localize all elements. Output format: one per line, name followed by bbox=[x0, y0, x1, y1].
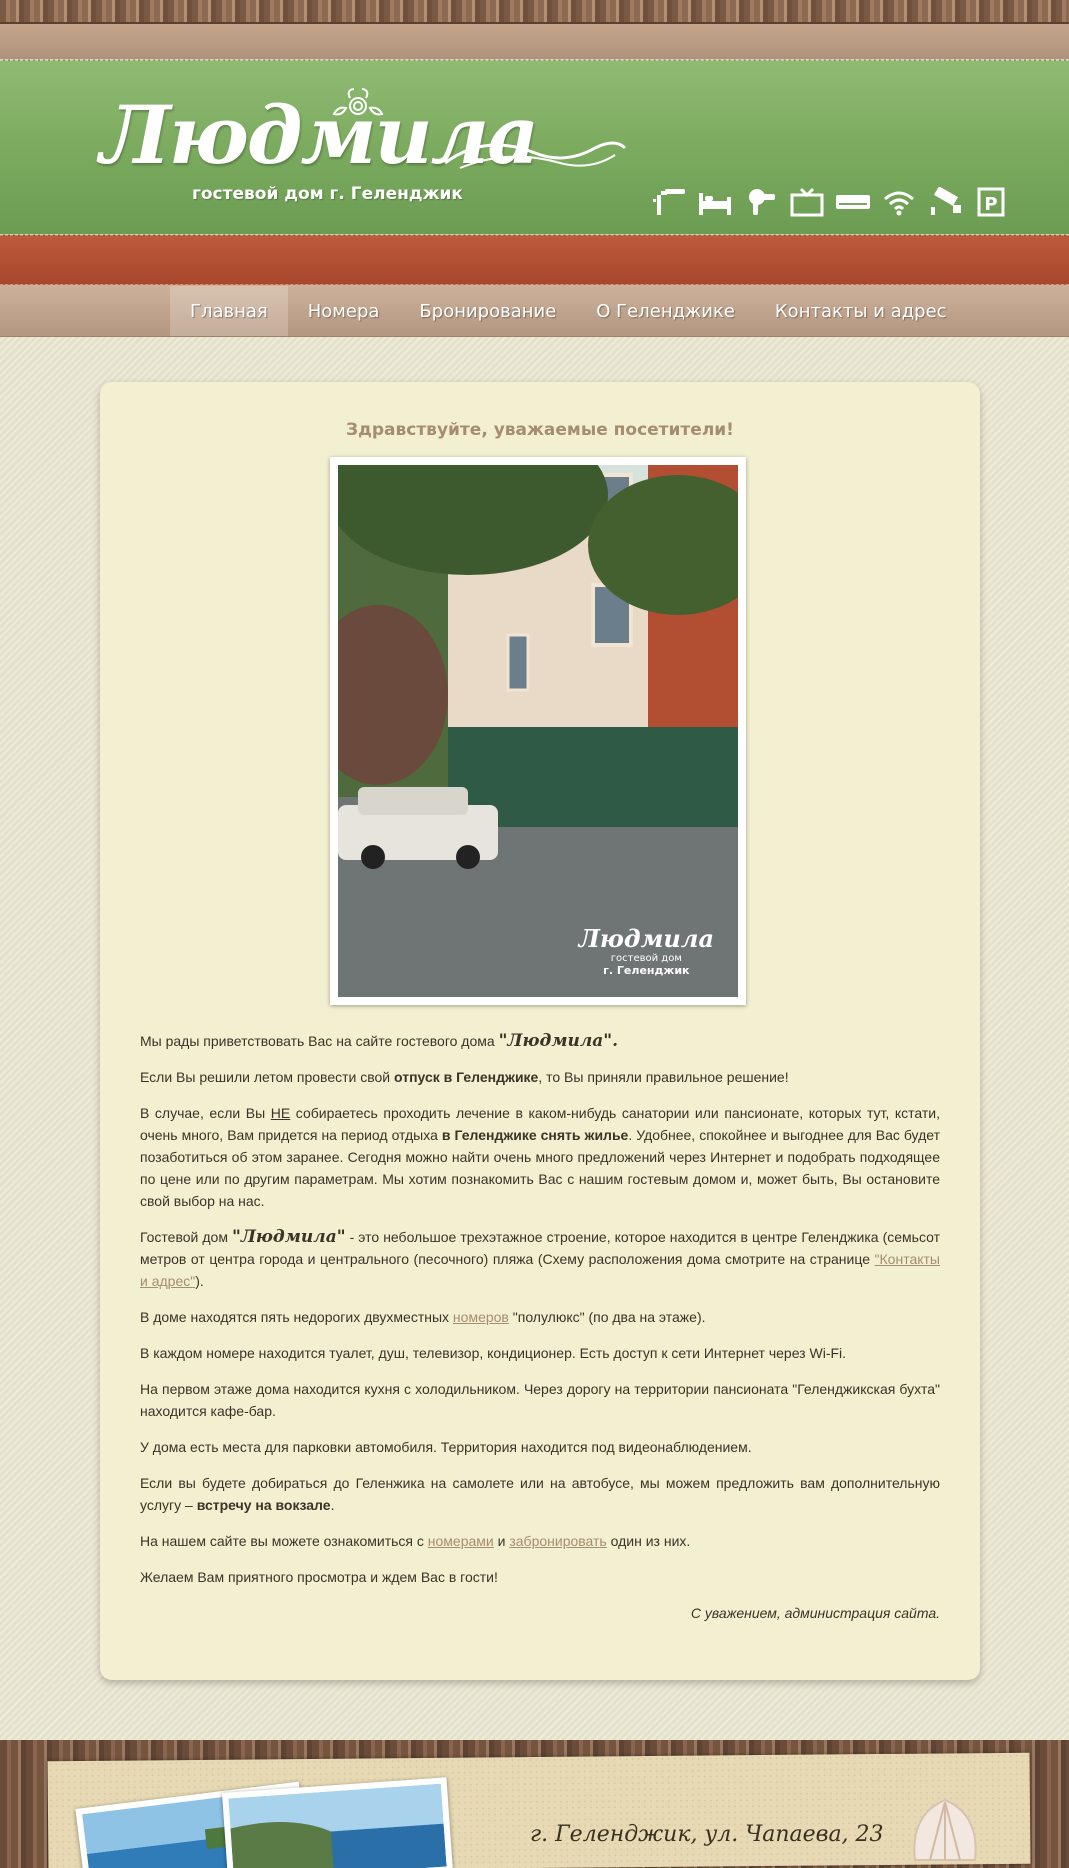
paragraph: На нашем сайте вы можете ознакомиться с номерами и забронировать один из них. bbox=[140, 1533, 691, 1549]
nav-item-home[interactable]: Главная bbox=[170, 286, 288, 336]
nav-item-rooms[interactable]: Номера bbox=[307, 300, 380, 322]
nav-item-booking[interactable]: Бронирование bbox=[419, 300, 557, 322]
booking-link[interactable]: забронировать bbox=[509, 1533, 607, 1549]
main-nav bbox=[170, 286, 967, 336]
paragraph: В случае, если Вы НЕ собираетесь проходить лечение в каком-нибудь санатории или пансионате, которых тут, кстати, очень много, Вам придется на период отдыха в Геленджике снять жилье. Удобнее, спокойнее и выгоднее для Вас будет позаботиться об этом заранее. Сегодня можно найти очень много предложений через Интернет и подобрать подходящее по цене или по другим параметрам. Мы хотим познакомить Вас с нашим гостевым домом и, может быть, Вы остановите свой выбор на нас. bbox=[140, 1105, 941, 1209]
logo-title: Людмила bbox=[100, 88, 538, 182]
shower-icon bbox=[650, 186, 688, 218]
nav-item-about-gelendzhik[interactable]: О Геленджике bbox=[596, 300, 735, 322]
paragraph: Если Вы решили летом провести свой отпуск в Геленджике, то Вы приняли правильное решение! bbox=[140, 1069, 789, 1085]
footer-address: г. Геленджик, ул. Чапаева, 23 bbox=[530, 1822, 884, 1847]
wifi-icon bbox=[880, 186, 918, 218]
top-band bbox=[0, 24, 1069, 60]
camera-icon bbox=[926, 186, 964, 218]
air-conditioner-icon bbox=[834, 186, 872, 218]
contacts-link[interactable]: "Контакты и адрес" bbox=[140, 1251, 940, 1289]
red-band bbox=[0, 235, 1069, 285]
hairdryer-icon bbox=[742, 186, 780, 218]
paragraph: У дома есть места для парковки автомобиля. Территория находится под видеонаблюдением. bbox=[140, 1439, 752, 1455]
nav-item-contacts[interactable]: Контакты и адрес bbox=[774, 300, 947, 322]
logo-swirl-icon bbox=[440, 138, 630, 178]
rooms-link[interactable]: номеров bbox=[452, 1309, 509, 1325]
footer-photo-coast bbox=[222, 1777, 453, 1868]
signature: С уважением, администрация сайта. bbox=[690, 1605, 940, 1621]
amenities-bar bbox=[650, 184, 1010, 218]
top-wood-strip bbox=[0, 0, 1069, 24]
content-card bbox=[100, 382, 980, 1680]
logo-subtitle: гостевой дом г. Геленджик bbox=[192, 184, 463, 204]
site-logo[interactable] bbox=[100, 88, 550, 218]
paragraph: Гостевой дом "Людмила" - это небольшое трехэтажное строение, которое находится в центре Геленджика (семьсот метров от центра города и центрального (песочного) пляжа (Схему расположения дома смотрите на странице "Контакты и адрес"). bbox=[140, 1227, 941, 1289]
paragraph: Желаем Вам приятного просмотра и ждем Вас в гости! bbox=[140, 1569, 498, 1585]
svg-text:P: P bbox=[984, 194, 998, 215]
tv-icon bbox=[788, 186, 826, 218]
intro-text bbox=[140, 1030, 940, 1638]
page-title: Здравствуйте, уважаемые посетители! bbox=[346, 420, 734, 440]
house-photo-frame bbox=[330, 457, 746, 1005]
parking-icon bbox=[972, 186, 1010, 218]
paragraph: В доме находятся пять недорогих двухместных номеров "полулюкс" (по два на этаже). bbox=[140, 1309, 706, 1325]
rooms-link[interactable]: номерами bbox=[427, 1533, 494, 1549]
paragraph: В каждом номере находится туалет, душ, телевизор, кондиционер. Есть доступ к сети Интернет через Wi-Fi. bbox=[140, 1345, 847, 1361]
shell-icon bbox=[900, 1790, 990, 1868]
house-photo bbox=[338, 465, 738, 997]
paragraph: На первом этаже дома находится кухня с холодильником. Через дорогу на территории пансионата "Геленджикская бухта" находится кафе-бар. bbox=[140, 1381, 940, 1419]
paragraph: Если вы будете добираться до Геленжика на самолете или на автобусе, мы можем предложить вам дополнительную услугу – встречу на вокзале. bbox=[140, 1475, 940, 1513]
bed-icon bbox=[696, 186, 734, 218]
paragraph: Мы рады приветствовать Вас на сайте гостевого дома "Людмила". bbox=[140, 1031, 619, 1051]
photo-watermark-logo: Людмила гостевой дом г. Геленджик bbox=[578, 924, 714, 977]
